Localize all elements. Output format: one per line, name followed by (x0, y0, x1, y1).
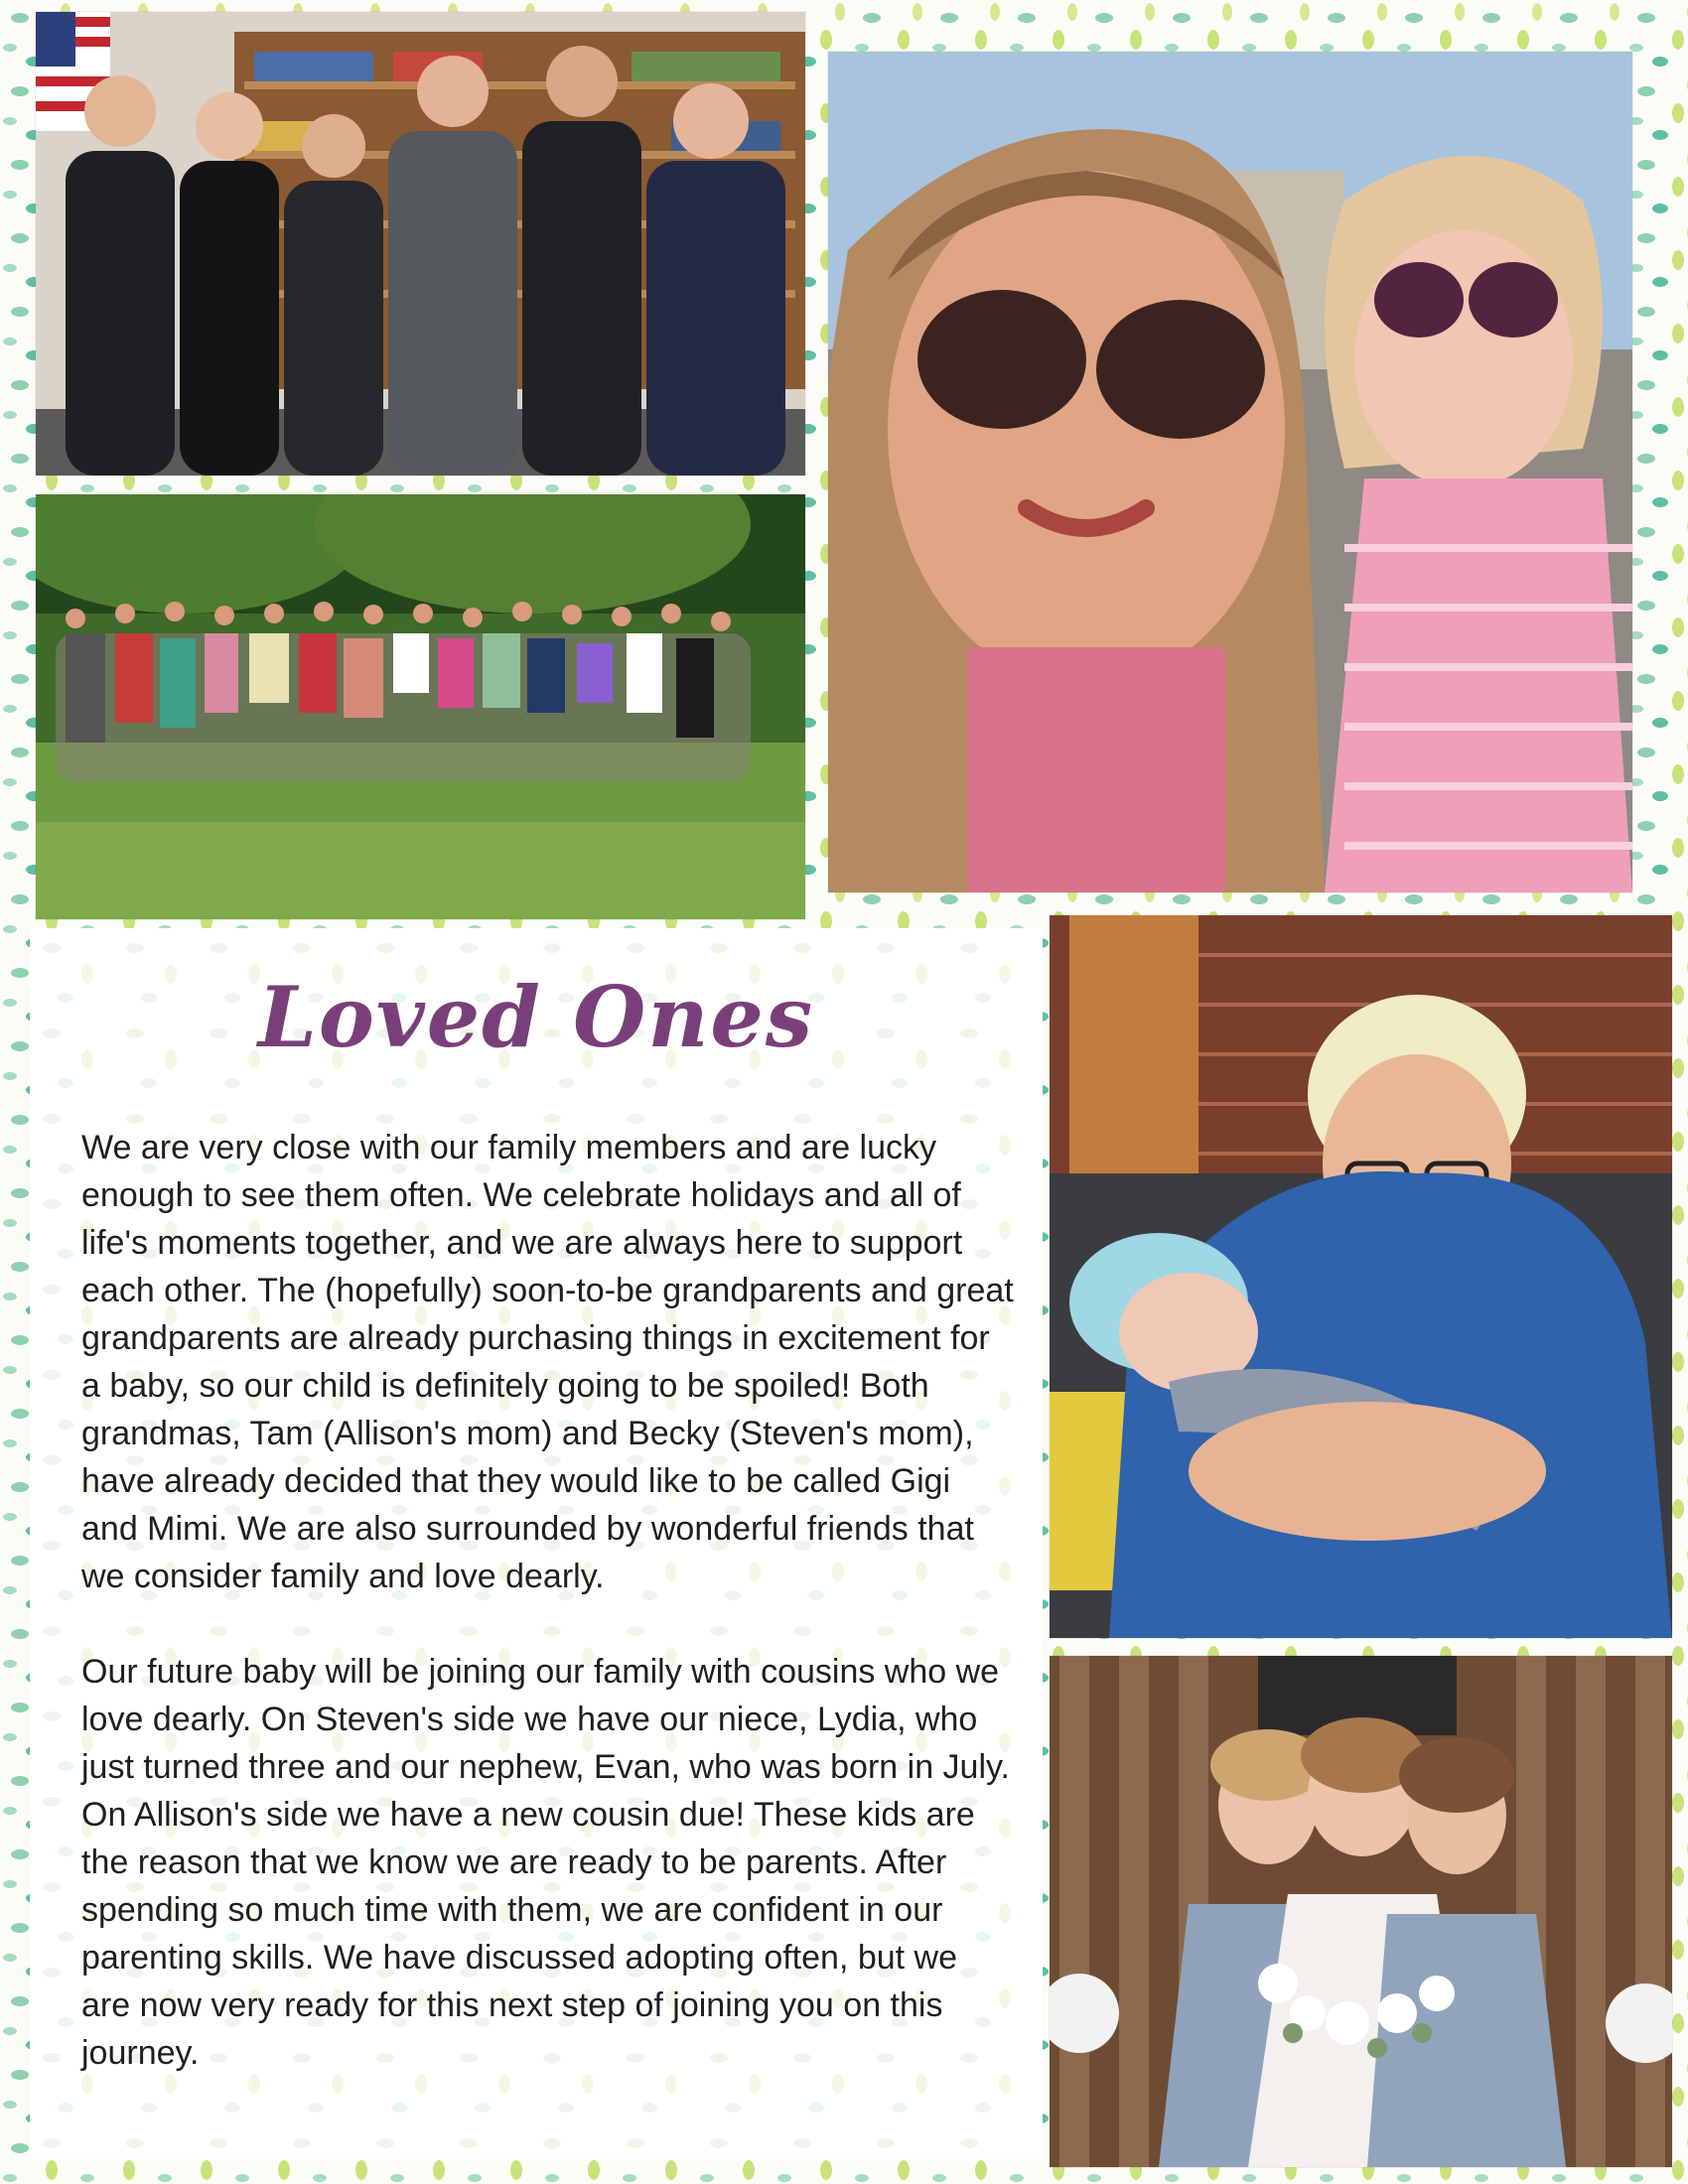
body-text (81, 1124, 1015, 2124)
family-reunion-outdoor-photo (36, 494, 805, 919)
page-title: Loved Ones (257, 968, 815, 1066)
paragraph-family: We are very close with our family members and are lucky enough to see them often. We celebrate holidays and all of life's moments together, and we are always here to support each other. The (hopefully) soon-to-be grandparents and great grandparents are already purchasing things in excitement for a baby, so our child is definitely going to be spoiled! Both grandmas, Tam (Allison's mom) and Becky (Steven's mom), have already decided that they would like to be called Gigi and Mimi. We are also surrounded by wonderful friends that we consider family and love dearly. (81, 1129, 1014, 1595)
bride-bridesmaids-photo (1050, 1656, 1672, 2167)
mother-daughter-selfie-photo (828, 52, 1632, 892)
family-group-library-photo (36, 12, 805, 476)
paragraph-cousins: Our future baby will be joining our family with cousins who we love dearly. On Steven's side we have our niece, Lydia, who just turned three and our nephew, Evan, who was born in July. On Allison's side we have a new cousin due! These kids are the reason that we know we are ready to be parents. After spending so much time with them, we are confident in our parenting skills. We have discussed adopting often, but we are now very ready for this next step of joining you on this journey. (81, 1653, 1010, 2072)
man-holding-newborn-photo (1050, 915, 1672, 1638)
